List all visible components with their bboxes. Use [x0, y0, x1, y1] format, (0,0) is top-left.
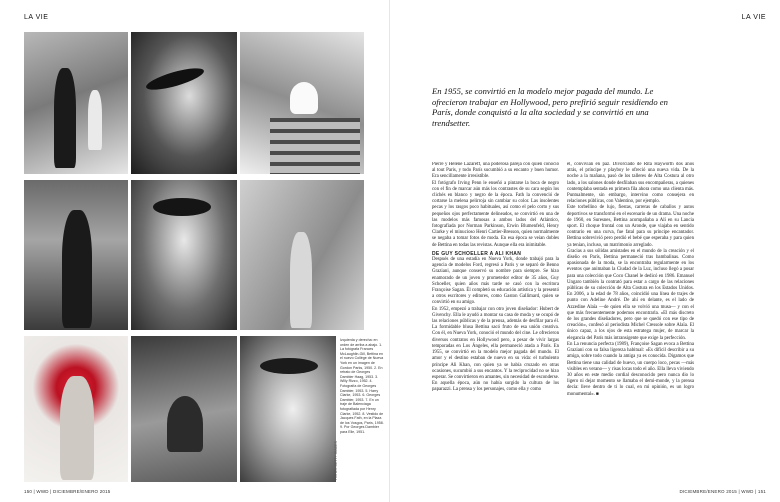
- section-title-right: LA VIE: [741, 14, 766, 21]
- photo-2: [131, 32, 237, 174]
- hat-shape: [153, 198, 211, 216]
- folio-right: DICIEMBRE/ENERO 2015 | WWD | 151: [679, 489, 766, 494]
- body-paragraph: El fotógrafo Irving Penn le enseñó a pintarse la boca de negro con el fin de marcar aún más los contrastes de su cara según los clichés en blanco y negro de la época. Fath la convenció de cortarse la melena pelirroja sin cambiar su color. Las insolentes pecas y los rasgos poco habituales, así como el pelo corto y sus pequeños ojos perfectamente delineados, se convirtió en una de las modelos más famosas a ambos lados del Atlántico, fotografiada por Norman Parkinson, Erwin Blumenfeld, Henry Clarke y el minucioso Henri Cartier-Bresson, quien normalmente se negaba a tomar fotos de moda. En esa época se veían dobles de Bettina en todas las revistas. Aunque ella era inimitable.: [432, 180, 559, 248]
- body-paragraph: Gracias a sus sólidas amistades en el mundo de la creación y el diseño en París, Bettina permaneció tras bambalinas. Como apasionada de la moda, se la encontraba regularmente en los eventos que animaban la Ciudad de la Luz, incluso llegó a posar para una colección que Coco Chanel le dedicó en 1986. Emanuel Ungaro también la contrató para estar a cargo de las relaciones públicas de su colección de Alta Costura en los Estados Unidos. En 2006, a la edad de 78 años, coincidió una línea de trajes de punto con Adeline André. De ahí en delante, es el lado de Azzedine Alaïa —de quien ella se volvió una musa— y con el que más frecuentemente podemos encontrarla. «El más discreto de los grandes diseñadores, pero que se quedó con ese tipo de creación», confesó al periodista Michel Cressole sobre Alaïa. El único capaz, a los ojos de esta estratega mujer, de marcar la elegancia del París más intransigente que exige la perfección.: [567, 248, 694, 341]
- photo-1: [24, 32, 128, 174]
- photo-4: [24, 180, 128, 330]
- hat-shape: [144, 64, 206, 94]
- photo-9: [240, 336, 336, 482]
- body-paragraph: Este torbellino de lujo, fiestas, carreras de caballos y autos deportivos se transformó en el escenario de un drama. Una noche de 1960, en Suresnes, Bettina acompañaba a Alí en su Lancia sport. El choque frontal con un Aronde, que viajaba en sentido contrario en una curva, fue fatal para su príncipe encantador. Bettina sobrevivió pero perdió el bebé que esperaba y para quien ya tenían, incluso, un matrimonio arreglado.: [567, 205, 694, 248]
- body-paragraph: él, convivían en paz. Divorciado de Rita Hayworth dos años atrás, el príncipe y playboy le ofreció una nueva vida. De la noche a la mañana, pasó de los talleres de Alta Costura al otro lado, a los salones donde desfilaban sus encompañeras, a quienes contemplaba sentada en primera fila ahora como una clienta más. Puntualmente, sin embargo, intervino como consejera en relaciones públicas, con Valentino, por ejemplo.: [567, 162, 694, 205]
- photo-8: [131, 336, 237, 482]
- pull-quote: En 1955, se convirtió en la modelo mejor pagada del mundo. Le ofrecieron trabajar en Hollywood, pero prefirió seguir residiendo en París, donde conquistó a la alta sociedad y se convirtió en una trendsetter.: [432, 86, 668, 128]
- figure-silhouette: [60, 376, 94, 480]
- figure-silhouette: [54, 68, 76, 168]
- figure-silhouette: [88, 90, 102, 150]
- hat-shape: [260, 358, 318, 374]
- stairs-shape: [270, 118, 360, 174]
- photo-7: [24, 336, 128, 482]
- body-paragraph: Después de una estadía en Nueva York, donde trabajó para la agencia de modelos Ford, regresó a París y se separó de Benno Graziani, aunque conservó su nombre para siempre. Se hizo enamorado de un joven y prometedor editor de 35 años, Guy Schoeller, quien años más tarde se casó con la escritora Françoise Sagan. Él completó su educación artística y la presentó a otros escritores y editores, como Gaston Gallimard, quien se convirtió en su amigo.: [432, 257, 559, 306]
- body-paragraph: Pierre y Hélène Lazareff, una poderosa pareja con quien conoció al tout Paris, y todo París sucumbió a su encanto y buen humor. Era sencillamente irresistible.: [432, 162, 559, 180]
- section-subhead: DE GUY SCHOELLER A ALI KHAN: [432, 250, 522, 257]
- photo-3: [240, 32, 364, 174]
- body-column-2: [567, 162, 694, 488]
- photo-6: [240, 180, 364, 330]
- skirt-shape: [167, 396, 203, 452]
- body-paragraph: En 1952, empezó a trabajar con otro joven diseñador: Hubert de Givenchy. Ella le ayudó a montar su casa de moda y se ocupó de las relaciones públicas y de la prensa, además de desfilar para él. La formidable blusa Bettina sacó fruto de esa unión creativa. Con él, en Nueva York, conoció el mundo del cine. Le ofrecieron diversos contratos en Hollywood pero, a pesar de vivir largas temporadas en Los Ángeles, ella permaneció atada a París. En 1955, se convirtió en la modelo mejor pagada del mundo. El amor y el destino estaban de nuevo en su vida: el turbulento príncipe Ali Khan, con quien ya se había cruzado en otras ocasiones, sucumbió a sus encantos. Y la reciprocidad no se hizo esperar. Se convirtieron en amantes, sin necesidad de esconderse. En aquella época, aún no había surgido la cultura de los paparazzi. La prensa y los personajes, como ella y como: [432, 306, 559, 393]
- photo-5: [131, 180, 237, 330]
- photo-caption: Izquierda y derecha: en orden de arriba a abajo. 1. La fotógrafa Frances McLaughlin-Gill, Bettina en el nuevo Collège de Nueva York en un imagen de Gordon Parks, 1950. 2. En retrato de Georges Dambier Haag, 1953. 3. Willy Rizzo, 1952. 4. Fotografía de Georges Dambier, 1953. 5. Harry Clarke, 1953. 6. Georges Dambier, 1953. 7. En un traje de Balenciaga fotografiada por Henry Clarke, 1952. 8. Vestido de Jacques Fath, en la Plaza de los Vosgos, París, 1958. 9. Por Georges Dambier para Elle, 1951.: [340, 338, 384, 434]
- body-paragraph: En La renuncia perfecta (1989), Françoise Sagan evoca a Bettina Graziani con su falsa ligereza habitual: «Es difícil describir a su amiga, sobre todo cuando la amiga ya es conocida. Digamos que Bettina tiene una calidad de huevo, un cuerpo loco, pecas —más visibles en verano— y risas locas todo el año. Ella lleva viviendo 30 años en este medio cordial desconocido pero nunca dio lo ligero ni dejar momento se llamaba el demi-monde, y la prensa decía: lleve dentro de ti lo cual, en mi opinión, es un logro monumental». ■: [567, 341, 694, 397]
- body-column-1: [432, 162, 559, 488]
- figure-silhouette: [290, 232, 312, 328]
- folio-left: 150 | WWD | DICIEMBRE/ENERO 2015: [24, 489, 111, 494]
- photo-credit: FOTOS: GETTY IMAGES: [334, 441, 338, 480]
- skirt-shape: [290, 82, 318, 114]
- figure-silhouette: [62, 210, 92, 328]
- section-title-left: LA VIE: [24, 14, 49, 21]
